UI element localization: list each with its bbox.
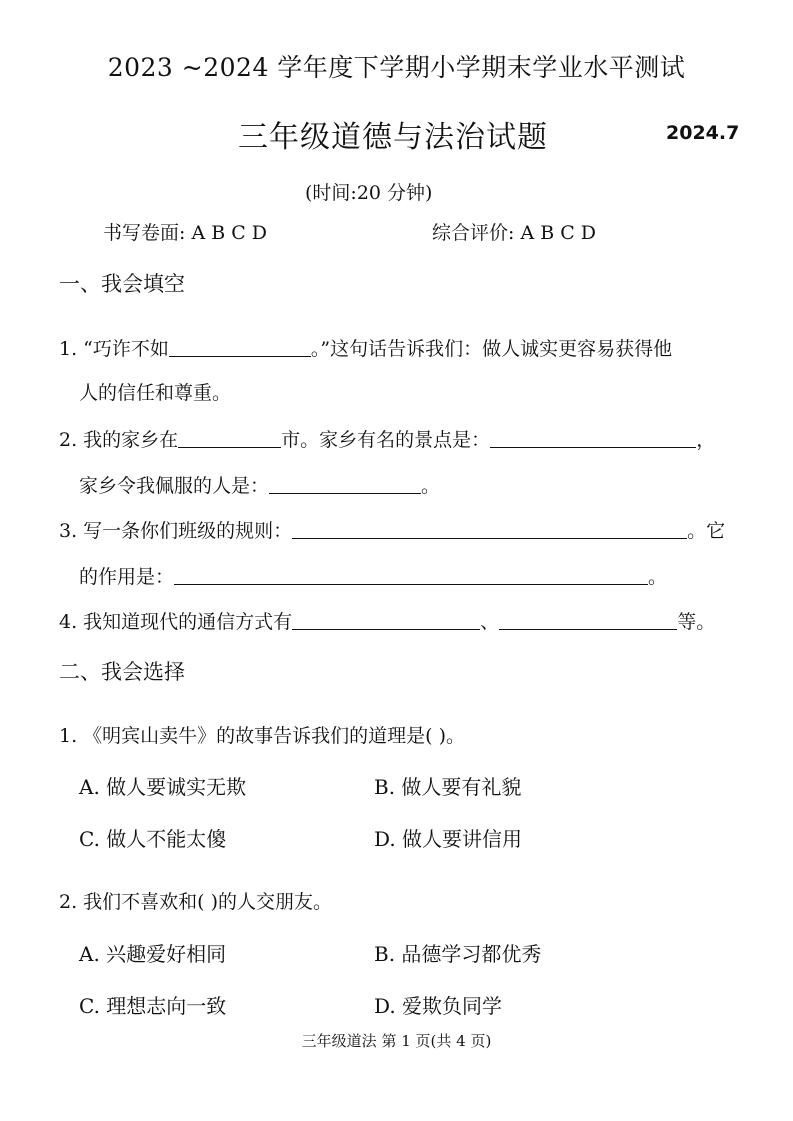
section2-heading: 二、我会选择 xyxy=(59,660,185,684)
fill-question-1 xyxy=(59,336,672,361)
choice-question-2: 2. 我们不喜欢和( )的人交朋友。 xyxy=(59,891,333,913)
page-footer: 三年级道法 第 1 页(共 4 页) xyxy=(301,1032,492,1050)
q1-option-c[interactable]: C. 做人不能太傻 xyxy=(79,827,227,851)
q3-line2-prefix: 的作用是： xyxy=(79,566,175,588)
q1-blank[interactable] xyxy=(169,336,311,357)
q2-line2-end: 。 xyxy=(421,475,441,497)
q2-blank-person[interactable] xyxy=(269,473,421,494)
q2-blank-scenic[interactable] xyxy=(490,427,696,448)
q2-option-a[interactable]: A. 兴趣爱好相同 xyxy=(79,942,227,966)
fill-question-2 xyxy=(59,427,715,452)
q1-option-d[interactable]: D. 做人要讲信用 xyxy=(374,827,523,851)
section1-heading: 一、我会填空 xyxy=(59,272,185,296)
q3-line2-end: 。 xyxy=(648,566,668,588)
writing-grade-label: 书写卷面: A B C D xyxy=(103,222,268,244)
subject-title: 三年级道德与法治试题 xyxy=(238,120,548,155)
q4-prefix: 4. 我知道现代的通信方式有 xyxy=(59,611,293,633)
q2-prefix: 2. 我的家乡在 xyxy=(59,429,179,451)
exam-title: 2023 ~2024 学年度下学期小学期末学业水平测试 xyxy=(107,53,686,82)
q2-end: ， xyxy=(696,429,716,451)
choice-question-1: 1. 《明宾山卖牛》的故事告诉我们的道理是( )。 xyxy=(59,725,466,747)
q1-option-a[interactable]: A. 做人要诚实无欺 xyxy=(79,775,247,799)
fill-question-4 xyxy=(59,609,715,634)
q4-blank-1[interactable] xyxy=(292,609,480,630)
q4-sep: 、 xyxy=(480,611,500,633)
q2-option-d[interactable]: D. 爱欺负同学 xyxy=(374,994,503,1018)
exam-date: 2024.7 xyxy=(666,122,740,144)
q2-mid: 市。家乡有名的景点是： xyxy=(281,429,491,451)
time-note: (时间:20 分钟) xyxy=(305,182,433,204)
overall-grade-label: 综合评价: A B C D xyxy=(432,222,597,244)
q2-option-b[interactable]: B. 品德学习都优秀 xyxy=(374,942,542,966)
q1-line2: 人的信任和尊重。 xyxy=(79,382,232,404)
q2-line2 xyxy=(79,473,440,498)
q1-suffix: 。”这句话告诉我们：做人诚实更容易获得他 xyxy=(310,338,673,360)
q3-end: 。它 xyxy=(687,520,726,542)
q4-end: 等。 xyxy=(677,611,716,633)
q3-line2 xyxy=(79,564,667,589)
q3-blank-rule[interactable] xyxy=(292,518,687,539)
q3-blank-purpose[interactable] xyxy=(174,564,648,585)
q2-line2-prefix: 家乡令我佩服的人是： xyxy=(79,475,270,497)
q3-prefix: 3. 写一条你们班级的规则： xyxy=(59,520,293,542)
q1-option-b[interactable]: B. 做人要有礼貌 xyxy=(374,775,522,799)
q2-option-c[interactable]: C. 理想志向一致 xyxy=(79,994,227,1018)
q1-prefix: 1. “巧诈不如 xyxy=(59,338,169,360)
fill-question-3 xyxy=(59,518,725,543)
q4-blank-2[interactable] xyxy=(499,609,677,630)
q2-blank-city[interactable] xyxy=(178,427,281,448)
